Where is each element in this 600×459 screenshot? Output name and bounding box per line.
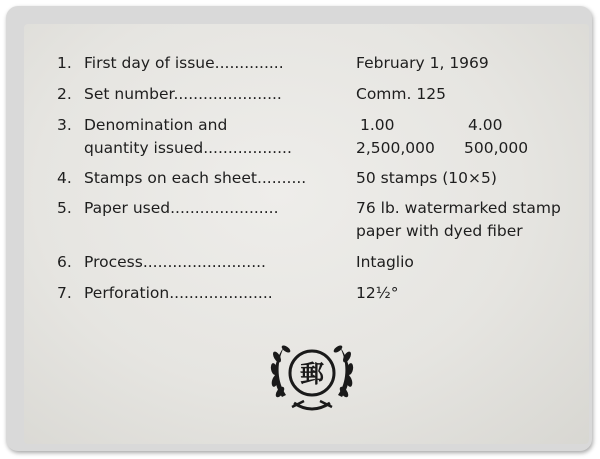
item-first-day <box>24 54 589 78</box>
item-label: quantity issued <box>84 139 204 157</box>
postal-emblem-icon <box>264 327 360 423</box>
dot-leader: .......... <box>256 169 307 187</box>
quantity-2: 500,000 <box>464 139 529 157</box>
quantity-1: 2,500,000 <box>356 139 435 157</box>
item-label: Perforation <box>84 284 170 302</box>
item-value: 12½° <box>356 284 399 302</box>
denomination-1: 1.00 <box>360 116 395 134</box>
item-value: February 1, 1969 <box>356 54 489 72</box>
item-label: Process <box>84 253 143 271</box>
item-number: 3. <box>57 116 72 134</box>
dot-leader: .................. <box>203 139 292 157</box>
svg-text:郵: 郵 <box>300 360 324 388</box>
photo-frame <box>6 6 592 451</box>
denomination-2: 4.00 <box>468 116 503 134</box>
item-number: 2. <box>57 85 72 103</box>
item-value: 50 stamps (10×5) <box>356 169 497 187</box>
item-label: Stamps on each sheet <box>84 169 257 187</box>
item-set-number <box>24 85 589 109</box>
dot-leader: ...................... <box>170 199 279 217</box>
dot-leader: .............. <box>214 54 284 72</box>
item-number: 1. <box>57 54 72 72</box>
item-value-cont: paper with dyed fiber <box>356 222 523 240</box>
item-denomination <box>24 116 589 140</box>
item-label: Denomination and <box>84 116 228 134</box>
item-value: Comm. 125 <box>356 85 446 103</box>
item-label: Set number <box>84 85 174 103</box>
item-process <box>24 253 589 277</box>
item-value: Intaglio <box>356 253 414 271</box>
item-label: First day of issue <box>84 54 215 72</box>
item-stamps-per-sheet <box>24 169 589 193</box>
item-number: 5. <box>57 199 72 217</box>
document-photo <box>24 24 589 444</box>
item-quantity-issued <box>24 139 589 163</box>
item-number: 6. <box>57 253 72 271</box>
item-number: 7. <box>57 284 72 302</box>
item-perforation <box>24 284 589 308</box>
dot-leader: ......................... <box>142 253 266 271</box>
item-paper-used <box>24 199 589 223</box>
dot-leader: ...................... <box>173 85 282 103</box>
item-paper-used-cont <box>24 222 589 246</box>
item-number: 4. <box>57 169 72 187</box>
item-label: Paper used <box>84 199 171 217</box>
item-value: 76 lb. watermarked stamp <box>356 199 561 217</box>
dot-leader: ..................... <box>169 284 273 302</box>
